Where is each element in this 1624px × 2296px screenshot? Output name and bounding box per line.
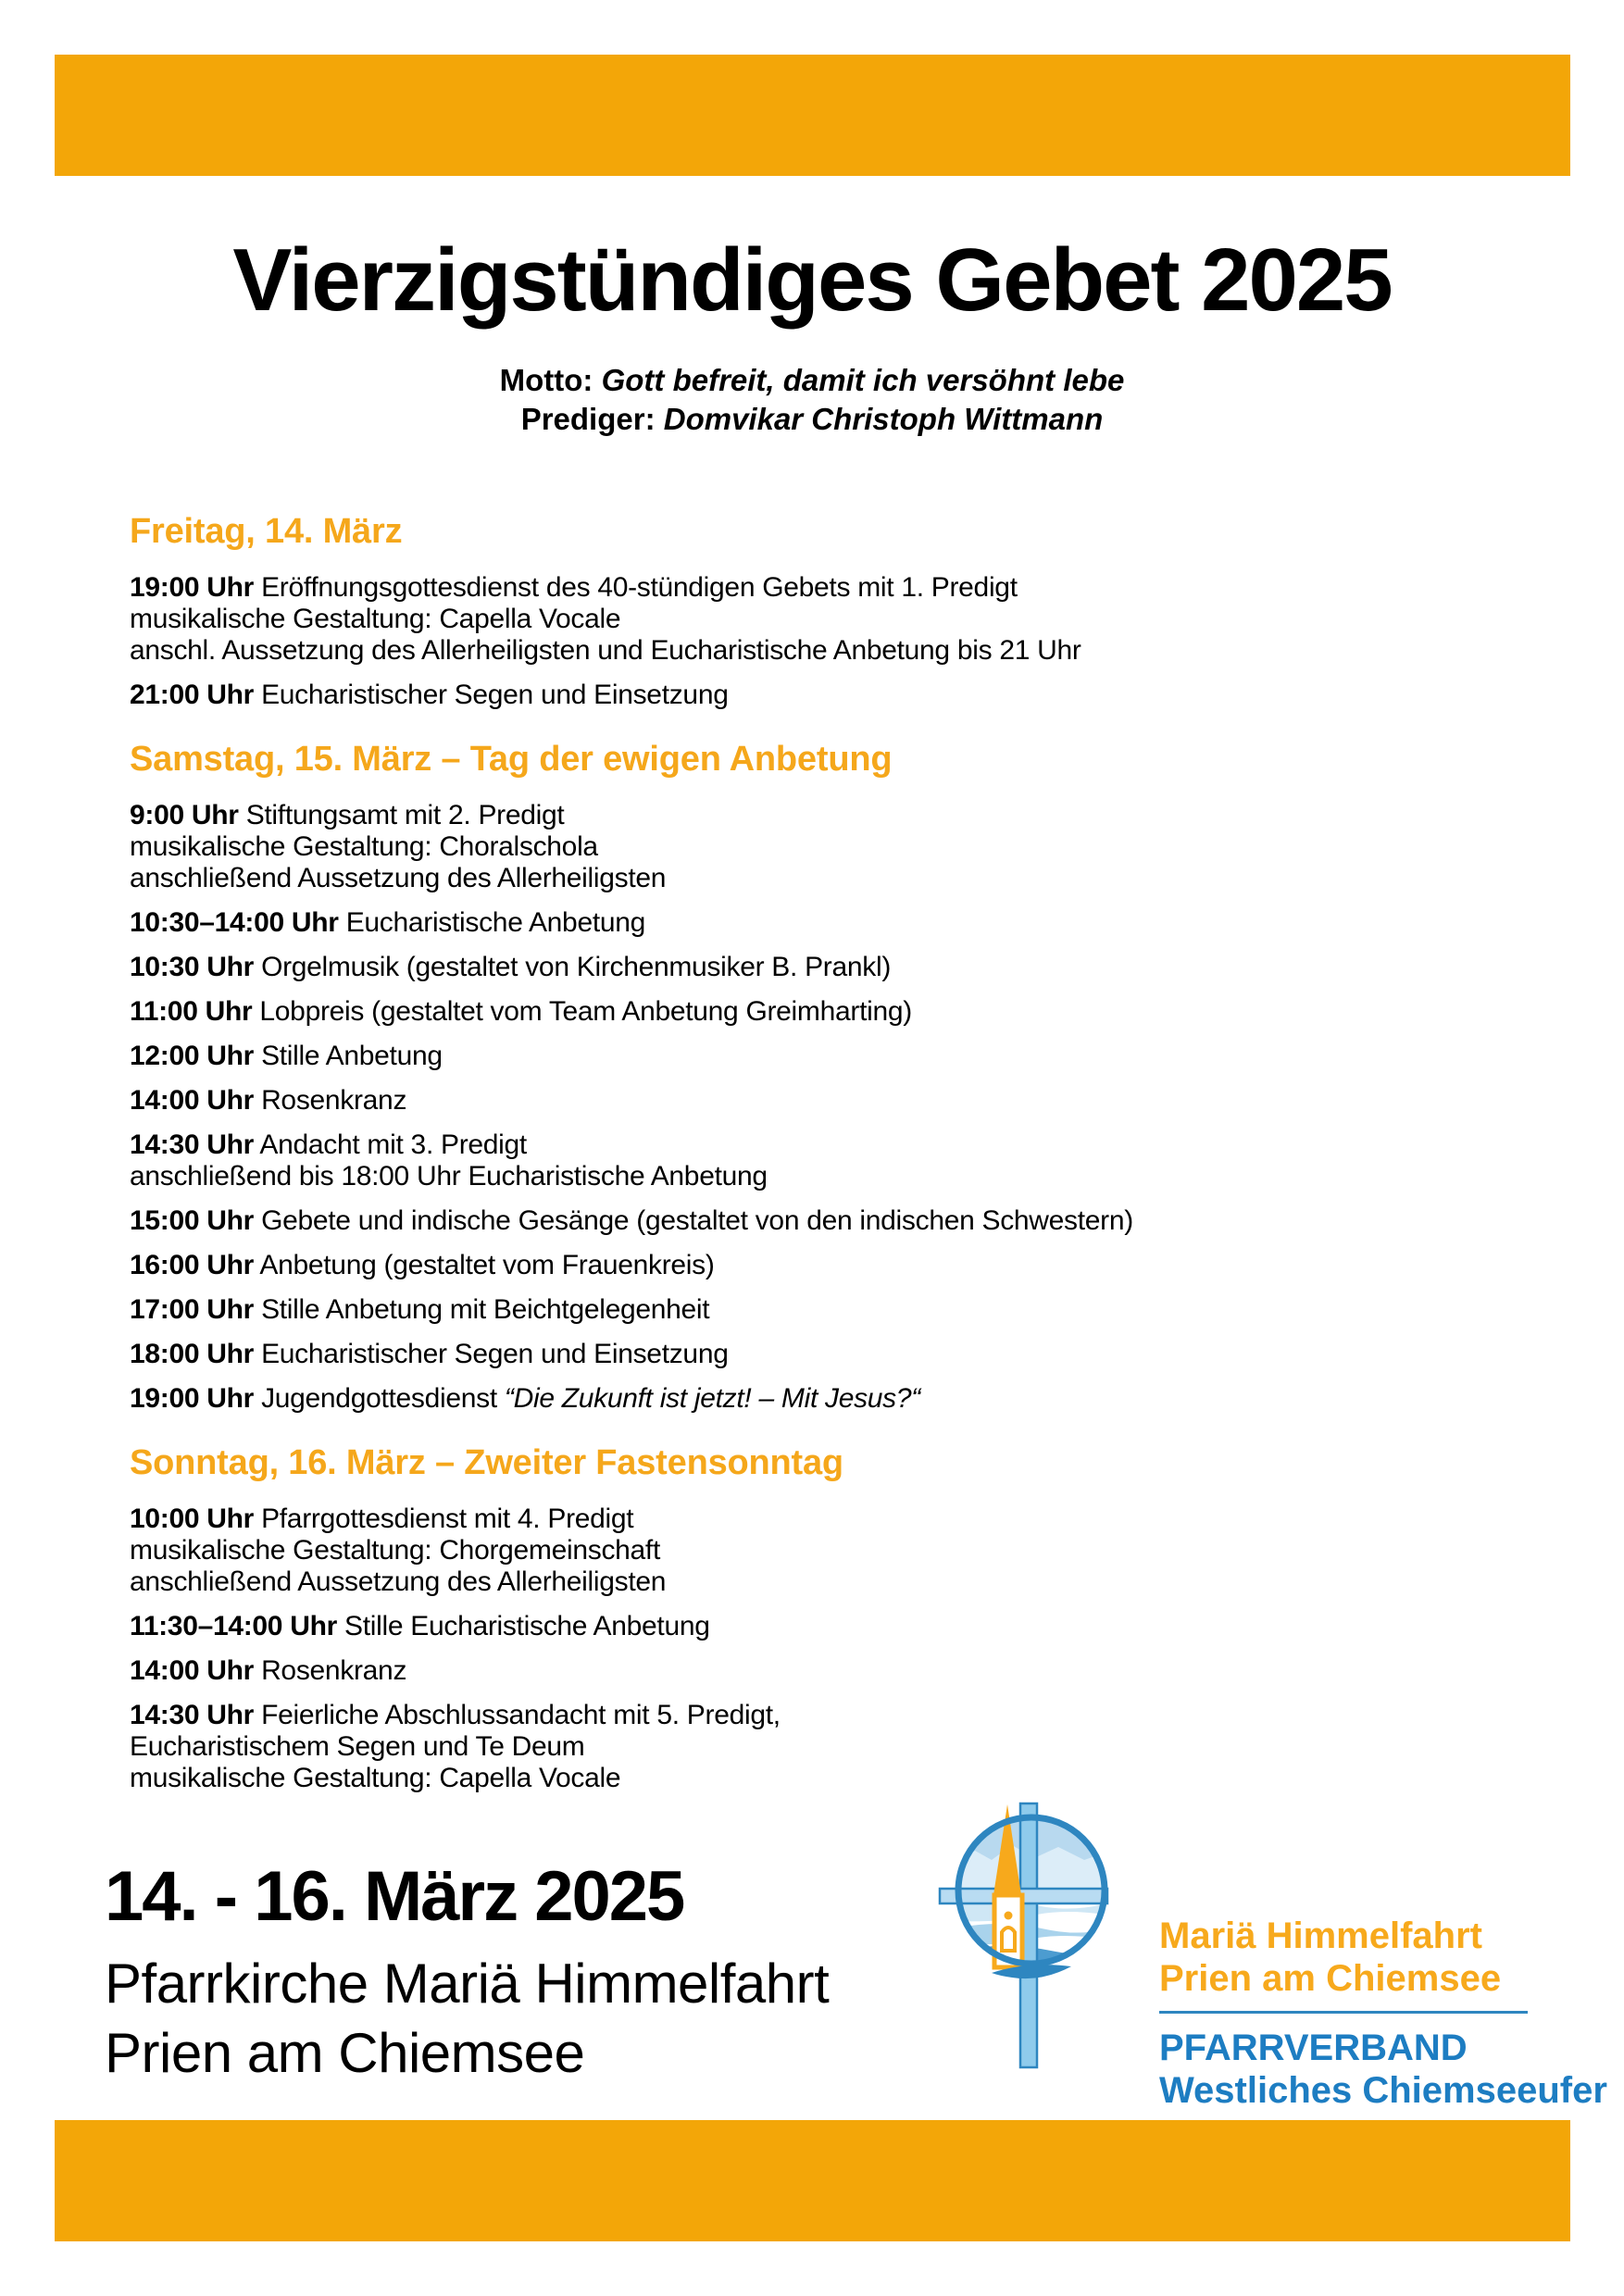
event-time: 11:30–14:00 Uhr — [130, 1611, 337, 1641]
event-time: 10:30–14:00 Uhr — [130, 907, 339, 938]
event-quote: “Die Zukunft ist jetzt! – Mit Jesus?“ — [504, 1383, 920, 1414]
event: 10:30–14:00 Uhr Eucharistische Anbetung — [130, 907, 646, 938]
preacher-text: Domvikar Christoph Wittmann — [663, 402, 1104, 436]
event-time: 15:00 Uhr — [130, 1205, 255, 1236]
event-time: 14:00 Uhr — [130, 1085, 255, 1116]
event-time: 19:00 Uhr — [130, 1383, 255, 1414]
location-line2: Prien am Chiemsee — [105, 2022, 585, 2084]
logo-org-line1: PFARRVERBAND — [1159, 2028, 1468, 2068]
logo-parish-line2: Prien am Chiemsee — [1159, 1958, 1502, 1999]
page-title: Vierzigstündiges Gebet 2025 — [232, 231, 1392, 330]
section-heading: Sonntag, 16. März – Zweiter Fastensonntag — [130, 1443, 843, 1482]
event: 14:30 Uhr Feierliche Abschlussandacht mit 5. Predigt, Eucharistischem Segen und Te Deum musikalische Gestaltung: Capella Vocale — [130, 1700, 781, 1793]
schedule-section — [130, 739, 1389, 1415]
schedule-section — [130, 511, 1389, 711]
motto-block — [0, 361, 1624, 439]
event-time: 12:00 Uhr — [130, 1041, 255, 1071]
logo-parish-line1: Mariä Himmelfahrt — [1159, 1915, 1482, 1956]
schedule — [130, 511, 1389, 1807]
motto-line — [0, 361, 1624, 400]
event-time: 14:30 Uhr — [130, 1129, 255, 1160]
event-time: 10:00 Uhr — [130, 1504, 255, 1534]
schedule-section — [130, 1442, 1389, 1794]
event-time: 14:00 Uhr — [130, 1655, 255, 1686]
event-time: 18:00 Uhr — [130, 1339, 255, 1369]
event: 14:00 Uhr Rosenkranz — [130, 1655, 407, 1686]
event-time: 11:00 Uhr — [130, 996, 253, 1027]
preacher-line — [0, 400, 1624, 439]
preacher-label: Prediger: — [520, 402, 656, 436]
motto-label: Motto: — [499, 363, 593, 397]
top-orange-band — [55, 55, 1570, 176]
parish-logo-text — [1159, 1915, 1607, 2112]
event: 15:00 Uhr Gebete und indische Gesänge (gestaltet von den indischen Schwestern) — [130, 1205, 1133, 1236]
event: 14:00 Uhr Rosenkranz — [130, 1085, 407, 1116]
event: 12:00 Uhr Stille Anbetung — [130, 1041, 443, 1071]
location-line1: Pfarrkirche Mariä Himmelfahrt — [105, 1953, 830, 2015]
event: 10:00 Uhr Pfarrgottesdienst mit 4. Predigt musikalische Gestaltung: Chorgemeinschaft anschließend Aussetzung des Allerheiligsten — [130, 1504, 667, 1597]
section-heading: Samstag, 15. März – Tag der ewigen Anbetung — [130, 740, 893, 779]
event: 21:00 Uhr Eucharistischer Segen und Einsetzung — [130, 680, 729, 710]
event-time: 16:00 Uhr — [130, 1250, 255, 1280]
event-location — [105, 1949, 829, 2088]
event-date-range: 14. - 16. März 2025 — [105, 1857, 684, 1936]
event: 16:00 Uhr Anbetung (gestaltet vom Frauenkreis) — [130, 1250, 715, 1280]
event-time: 14:30 Uhr — [130, 1700, 255, 1730]
event: 9:00 Uhr Stiftungsamt mit 2. Predigt musikalische Gestaltung: Choralschola anschließend Aussetzung des Allerheiligsten — [130, 800, 667, 893]
event: 10:30 Uhr Orgelmusik (gestaltet von Kirchenmusiker B. Prankl) — [130, 952, 892, 982]
logo-divider — [1159, 2011, 1528, 2014]
section-heading: Freitag, 14. März — [130, 512, 403, 551]
event-time: 10:30 Uhr — [130, 952, 255, 982]
motto-text: Gott befreit, damit ich versöhnt lebe — [601, 363, 1125, 397]
event: 11:00 Uhr Lobpreis (gestaltet vom Team Anbetung Greimharting) — [130, 996, 912, 1027]
event: 19:00 Uhr Eröffnungsgottesdienst des 40-stündigen Gebets mit 1. Predigt musikalische Gestaltung: Capella Vocale anschl. Aussetzung des Allerheiligsten und Eucharistische Anbetung bis 21 Uhr — [130, 572, 1081, 666]
event: 19:00 Uhr Jugendgottesdienst “Die Zukunft ist jetzt! – Mit Jesus?“ — [130, 1383, 920, 1414]
event-time: 21:00 Uhr — [130, 680, 255, 710]
logo-org-line2: Westliches Chiemseeufer — [1159, 2070, 1607, 2111]
event: 11:30–14:00 Uhr Stille Eucharistische Anbetung — [130, 1611, 710, 1641]
parish-logo-icon — [903, 1791, 1125, 2069]
event-time: 19:00 Uhr — [130, 572, 255, 603]
event: 14:30 Uhr Andacht mit 3. Predigt anschließend bis 18:00 Uhr Eucharistische Anbetung — [130, 1129, 768, 1192]
event: 18:00 Uhr Eucharistischer Segen und Einsetzung — [130, 1339, 729, 1369]
event: 17:00 Uhr Stille Anbetung mit Beichtgelegenheit — [130, 1294, 710, 1325]
bottom-orange-band — [55, 2120, 1570, 2241]
event-time: 9:00 Uhr — [130, 800, 239, 830]
event-time: 17:00 Uhr — [130, 1294, 255, 1325]
